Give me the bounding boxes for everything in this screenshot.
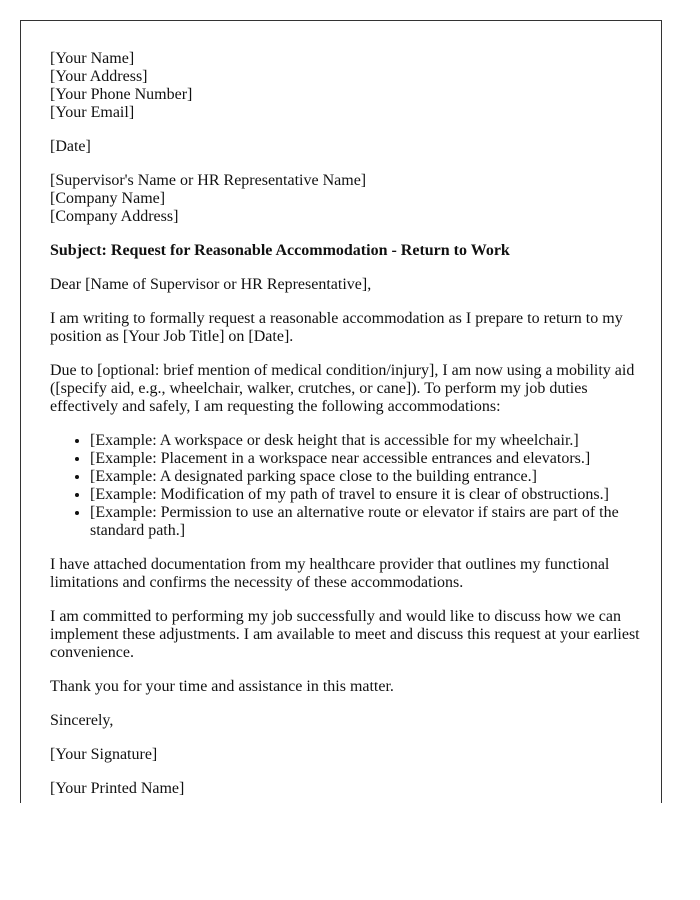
accommodations-list	[50, 432, 640, 540]
documentation-paragraph: I have attached documentation from my healthcare provider that outlines my functional limitations and confirms the necessity of these accommodations.	[50, 556, 610, 591]
sender-email: [Your Email]	[50, 104, 135, 121]
list-item: • [Example: A designated parking space close to the building entrance.]	[90, 468, 640, 486]
sender-block	[50, 50, 640, 122]
letter-body	[50, 50, 640, 803]
date-block	[50, 138, 640, 156]
sender-name: [Your Name]	[50, 50, 135, 67]
recipient-company: [Company Name]	[50, 190, 166, 207]
printed-name-placeholder: [Your Printed Name]	[50, 780, 185, 797]
thanks-paragraph: Thank you for your time and assistance in this matter.	[50, 678, 394, 695]
list-item: • [Example: Permission to use an alternative route or elevator if stairs are part of the standard path.]	[90, 504, 640, 540]
list-item: • [Example: A workspace or desk height that is accessible for my wheelchair.]	[90, 432, 640, 450]
letter-date: [Date]	[50, 138, 91, 155]
recipient-name: [Supervisor's Name or HR Representative Name]	[50, 172, 367, 189]
recipient-address: [Company Address]	[50, 208, 179, 225]
commitment-paragraph: I am committed to performing my job successfully and would like to discuss how we can implement these adjustments. I am available to meet and discuss this request at your earliest convenience.	[50, 608, 640, 661]
list-item: • [Example: Placement in a workspace near accessible entrances and elevators.]	[90, 450, 640, 468]
letter-page	[20, 20, 662, 803]
subject-line: Subject: Request for Reasonable Accommodation - Return to Work	[50, 242, 510, 259]
intro-paragraph: I am writing to formally request a reasonable accommodation as I prepare to return to my position as [Your Job Title] on [Date].	[50, 310, 623, 345]
recipient-block	[50, 172, 640, 226]
list-item: • [Example: Modification of my path of travel to ensure it is clear of obstructions.]	[90, 486, 640, 504]
context-paragraph: Due to [optional: brief mention of medical condition/injury], I am now using a mobility aid ([specify aid, e.g., wheelchair, walker, crutches, or cane]). To perform my job duties effectively and safely, I am requesting the following accommodations:	[50, 362, 635, 415]
signature-placeholder: [Your Signature]	[50, 746, 158, 763]
valediction: Sincerely,	[50, 712, 114, 729]
salutation: Dear [Name of Supervisor or HR Representative],	[50, 276, 372, 293]
sender-phone: [Your Phone Number]	[50, 86, 193, 103]
sender-address: [Your Address]	[50, 68, 148, 85]
